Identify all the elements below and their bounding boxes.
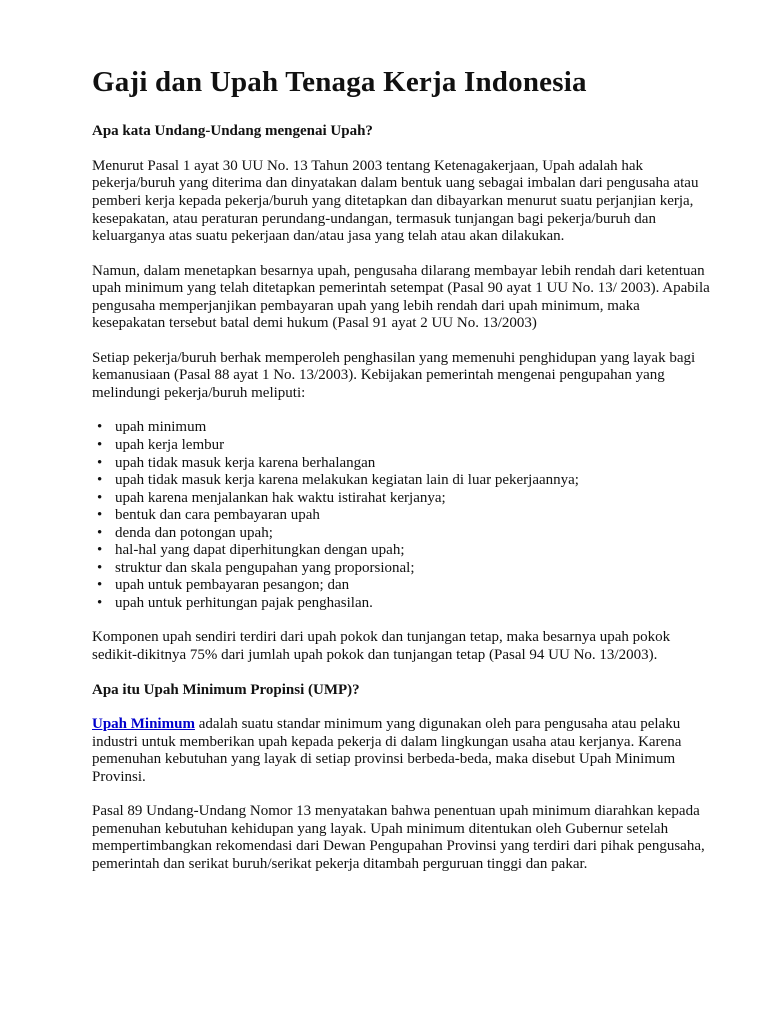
upah-minimum-link[interactable]: Upah Minimum [92,716,195,733]
list-item: • struktur dan skala pengupahan yang proporsional; [92,560,710,578]
paragraph-definisi-upah: Menurut Pasal 1 ayat 30 UU No. 13 Tahun 2003 tentang Ketenagakerjaan, Upah adalah hak pekerja/buruh yang diterima dan dinyatakan dalam bentuk uang sebagai imbalan dari pengusaha atau pemberi kerja kepada pekerja/buruh yang ditetapkan dan dibayarkan menurut suatu perjanjian kerja, kesepakatan, atau peraturan perundang-undangan, termasuk tunjangan bagi pekerja/buruh dan keluarganya atas suatu pekerjaan dan/atau jasa yang telah atau akan dilakukan. [92,157,699,245]
paragraph-kebijakan-pengupahan: Setiap pekerja/buruh berhak memperoleh penghasilan yang memenuhi penghidupan yang layak bagi kemanusiaan (Pasal 88 ayat 1 No. 13/2003). Kebijakan pemerintah mengenai pengupahan yang melindungi pekerja/buruh meliputi: [92,349,696,401]
list-item: • upah karena menjalankan hak waktu istirahat kerjanya; [92,490,710,508]
paragraph-pasal-89: Pasal 89 Undang-Undang Nomor 13 menyatakan bahwa penentuan upah minimum diarahkan kepada pemenuhan kebutuhan kehidupan yang layak. Upah minimum ditentukan oleh Gubernur setelah mempertimbangkan rekomendasi dari Dewan Pengupahan Provinsi yang terdiri dari pihak pengusaha, pemerintah dan serikat buruh/serikat pekerja ditambah perguruan tinggi dan pakar. [92,803,705,872]
list-item: • denda dan potongan upah; [92,525,710,543]
list-item: • upah untuk pembayaran pesangon; dan [92,577,710,595]
list-item: • upah tidak masuk kerja karena berhalangan [92,455,710,473]
paragraph-upah-minimum-ketentuan: Namun, dalam menetapkan besarnya upah, pengusaha dilarang membayar lebih rendah dari ketentuan upah minimum yang telah ditetapkan pemerintah setempat (Pasal 90 ayat 1 UU No. 13/ 2003). Apabila pengusaha memperjanjikan pembayaran upah yang lebih rendah dari upah minimum, maka kesepakatan tersebut batal demi hukum (Pasal 91 ayat 2 UU No. 13/2003) [92,262,710,332]
section-heading-upah: Apa kata Undang-Undang mengenai Upah? [92,123,373,140]
policy-list [92,419,710,612]
paragraph-komponen-upah: Komponen upah sendiri terdiri dari upah pokok dan tunjangan tetap, maka besarnya upah pokok sedikit-dikitnya 75% dari jumlah upah pokok dan tunjangan tetap (Pasal 94 UU No. 13/2003). [92,629,671,664]
list-item: • upah kerja lembur [92,437,710,455]
list-item: • hal-hal yang dapat diperhitungkan dengan upah; [92,542,710,560]
paragraph-ump-definisi [92,716,710,786]
list-item: • upah untuk perhitungan pajak penghasilan. [92,595,710,613]
list-item: • upah minimum [92,419,710,437]
list-item: • bentuk dan cara pembayaran upah [92,507,710,525]
document-title: Gaji dan Upah Tenaga Kerja Indonesia [92,66,587,98]
paragraph-ump-text: adalah suatu standar minimum yang digunakan oleh para pengusaha atau pelaku industri untuk memberikan upah kepada pekerja di dalam lingkungan usaha atau kerjanya. Karena pemenuhan kebutuhan yang layak di setiap provinsi berbeda-beda, maka disebut Upah Minimum Provinsi. [92,716,682,785]
section-heading-ump: Apa itu Upah Minimum Propinsi (UMP)? [92,681,360,698]
list-item: • upah tidak masuk kerja karena melakukan kegiatan lain di luar pekerjaannya; [92,472,710,490]
